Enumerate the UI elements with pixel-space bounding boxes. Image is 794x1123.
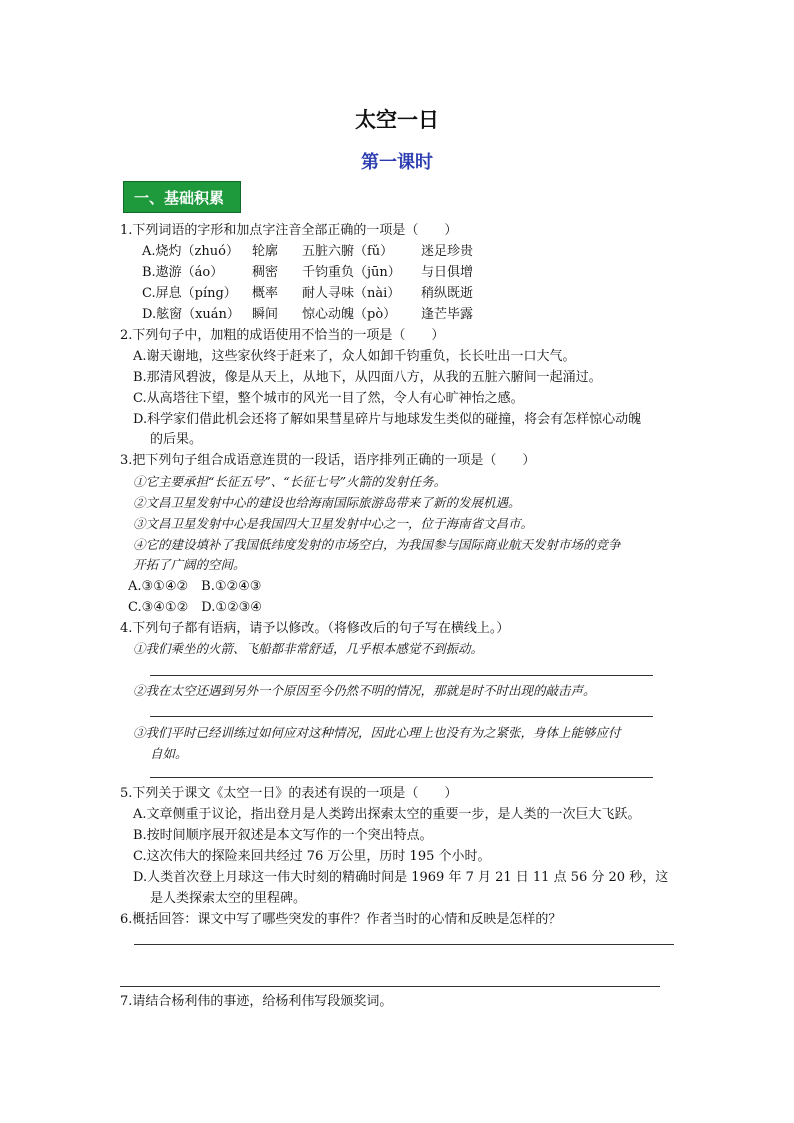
q1-option-a-word-4: 迷足珍贵	[421, 244, 474, 259]
q5-option-c: C.这次伟大的探险来回共经过 76 万公里，历时 195 个小时。	[133, 849, 491, 864]
q1-option-a-word-2: 轮廓	[252, 244, 279, 259]
q2-option-d-continued: 的后果。	[150, 432, 203, 447]
q1-option-c-word-1: C.屏息（píng）	[142, 286, 237, 301]
q5-option-d-continued: 是人类探索太空的里程碑。	[150, 891, 307, 906]
q4-answer-line-2[interactable]	[150, 716, 653, 717]
q4-answer-line-1[interactable]	[150, 675, 653, 676]
q1-option-c-word-4: 稍纵既逝	[421, 286, 474, 301]
q3-sentence-1: ①它主要承担“长征五号”、“长征七号”火箭的发射任务。	[133, 474, 447, 489]
question-2-stem: 2.下列句子中，加粗的成语使用不恰当的一项是（ ）	[120, 328, 445, 343]
q1-option-b-word-1: B.遨游（áo）	[142, 265, 224, 280]
q5-option-b: B.按时间顺序展开叙述是本文写作的一个突出特点。	[133, 828, 433, 843]
q4-sentence-3: ③我们平时已经训练过如何应对这种情况，因此心理上也没有为之紧张，身体上能够应付	[133, 725, 621, 740]
q5-option-d: D.人类首次登上月球这一伟大时刻的精确时间是 1969 年 7 月 21 日 11 点 56 分 20 秒，这	[133, 870, 669, 885]
q3-sentence-4: ④它的建设填补了我国低纬度发射的市场空白，为我国参与国际商业航天发射市场的竞争	[133, 537, 621, 552]
q6-answer-line-1[interactable]	[134, 944, 674, 945]
q1-option-d-word-3: 惊心动魄（pò）	[302, 307, 397, 322]
q2-option-c: C.从高塔往下望，整个城市的风光一目了然，令人有心旷神怡之感。	[133, 391, 524, 406]
q1-option-a-word-1: A.烧灼（zhuó）	[142, 244, 239, 259]
q1-option-d-word-1: D.舷窗（xuán）	[142, 307, 240, 322]
q6-answer-line-2[interactable]	[120, 986, 660, 987]
q5-option-a: A.文章侧重于议论，指出登月是人类跨出探索太空的重要一步，是人类的一次巨大飞跃。	[133, 807, 641, 822]
q3-sentence-4-continued: 开拓了广阔的空间。	[133, 557, 246, 572]
q4-sentence-3-continued: 自如。	[150, 746, 188, 761]
q2-option-d: D.科学家们借此机会还将了解如果彗星碎片与地球发生类似的碰撞，将会有怎样惊心动魄	[133, 412, 642, 427]
q3-sentence-3: ③文昌卫星发射中心是我国四大卫星发射中心之一，位于海南省文昌市。	[133, 516, 534, 531]
q2-option-b: B.那清风碧波，像是从天上，从地下，从四面八方，从我的五脏六腑间一起涌过。	[133, 370, 602, 385]
section-header: 一、基础积累	[123, 181, 241, 213]
question-4-stem: 4.下列句子都有语病，请予以修改。（将修改后的句子写在横线上。）	[120, 621, 510, 636]
q1-option-b-word-3: 千钧重负（jūn）	[302, 265, 401, 280]
question-3-stem: 3.把下列句子组合成语意连贯的一段话，语序排列正确的一项是（ ）	[120, 453, 536, 468]
q4-answer-line-3[interactable]	[150, 777, 653, 778]
q4-sentence-2: ②我在太空还遇到另外一个原因至今仍然不明的情况，那就是时不时出现的敲击声。	[133, 683, 596, 698]
q3-sentence-2: ②文昌卫星发射中心的建设也给海南国际旅游岛带来了新的发展机遇。	[133, 495, 521, 510]
q1-option-d-word-4: 逢芒毕露	[421, 307, 474, 322]
question-7-stem: 7.请结合杨利伟的事迹，给杨利伟写段颁奖词。	[120, 994, 393, 1009]
q1-option-d-word-2: 瞬间	[252, 307, 279, 322]
q1-option-a-word-3: 五脏六腑（fǔ）	[302, 244, 394, 259]
question-1-stem: 1.下列词语的字形和加点字注音全部正确的一项是（ ）	[120, 223, 458, 238]
q3-choices-cd: C.③④①② D.①②③④	[128, 600, 262, 615]
page-title: 太空一日	[355, 108, 439, 132]
page-subtitle: 第一课时	[361, 152, 433, 173]
q1-option-c-word-2: 概率	[252, 286, 279, 301]
q4-sentence-1: ①我们乘坐的火箭、飞船都非常舒适，几乎根本感觉不到振动。	[133, 641, 484, 656]
question-5-stem: 5.下列关于课文《太空一日》的表述有误的一项是（ ）	[120, 786, 458, 801]
q1-option-c-word-3: 耐人寻味（nài）	[302, 286, 401, 301]
q3-choices-ab: A.③①④② B.①②④③	[128, 579, 262, 594]
q1-option-b-word-4: 与日俱增	[421, 265, 474, 280]
q2-option-a: A.谢天谢地，这些家伙终于赶来了，众人如卸千钧重负，长长吐出一口大气。	[133, 349, 576, 364]
q1-option-b-word-2: 稠密	[252, 265, 279, 280]
question-6-stem: 6.概括回答：课文中写了哪些突发的事件？作者当时的心情和反映是怎样的？	[120, 912, 562, 927]
